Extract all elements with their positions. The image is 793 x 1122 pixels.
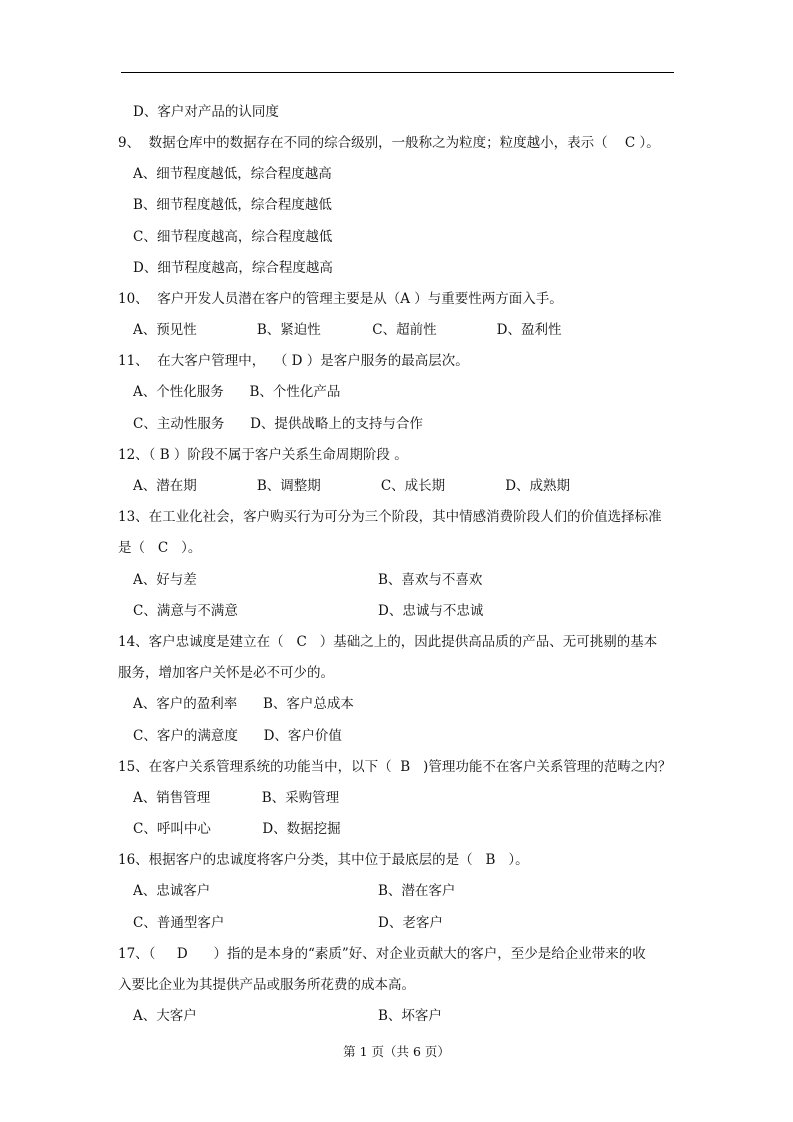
question-14: 14、客户忠诚度是建立在（ C ）基础之上的，因此提供高品质的产品、无可挑剔的基本 [118,634,658,650]
option-17a: A、大客户 [133,1008,197,1024]
option-9b: B、细节程度越低，综合程度越低 [133,197,332,213]
options-15-row1: A、销售管理 B、采购管理 [133,790,340,806]
option-13d: D、忠诚与不忠诚 [378,603,484,619]
option-13c: C、满意与不满意 [133,603,238,619]
option-16b: B、潜在客户 [378,883,456,899]
question-15: 15、在客户关系管理系统的功能当中，以下（ B )管理功能不在客户关系管理的范畴之内？ [118,759,672,775]
option-16c: C、普通型客户 [133,915,225,931]
option-13a: A、好与差 [133,572,197,588]
options-11-row2: C、主动性服务 D、提供战略上的支持与合作 [133,416,423,432]
option-d-8: D、客户对产品的认同度 [133,104,279,120]
question-17: 17、（ D ）指的是本身的“素质”好、对企业贡献大的客户，至少是给企业带来的收 [118,946,646,962]
options-14-row1: A、客户的盈利率 B、客户总成本 [133,696,354,712]
option-16a: A、忠诚客户 [133,883,211,899]
options-14-row2: C、客户的满意度 D、客户价值 [133,728,342,744]
question-12: 12、（ B ）阶段不属于客户关系生命周期阶段 。 [118,447,408,463]
question-17-cont: 入要比企业为其提供产品或服务所花费的成本高。 [118,977,415,993]
option-9d: D、细节程度越高，综合程度越高 [133,260,333,276]
question-16: 16、根据客户的忠诚度将客户分类，其中位于最底层的是（ B ）。 [118,852,529,868]
page-footer: 第 1 页（共 6 页） [343,1044,450,1059]
question-10: 10、 客户开发人员潜在客户的管理主要是从（A ）与重要性两方面入手。 [118,291,563,307]
option-9a: A、细节程度越低，综合程度越高 [133,166,332,182]
question-14-cont: 服务，增加客户关怀是必不可少的。 [118,665,334,681]
options-12: A、潜在期 B、调整期 C、成长期 D、成熟期 [133,478,571,494]
question-13: 13、在工业化社会，客户购买行为可分为三个阶段，其中情感消费阶段人们的价值选择标准 [118,509,662,525]
header-rule [121,72,674,73]
option-13b: B、喜欢与不喜欢 [378,572,483,588]
question-11: 11、 在大客户管理中， （ D ）是客户服务的最高层次。 [118,353,469,369]
option-17b: B、坏客户 [378,1008,442,1024]
question-13-cont: 是（ C ）。 [118,540,202,556]
options-10: A、预见性 B、紧迫性 C、超前性 D、盈利性 [133,322,562,338]
options-15-row2: C、呼叫中心 D、数据挖掘 [133,821,341,837]
option-9c: C、细节程度越高，综合程度越低 [133,229,333,245]
options-11-row1: A、个性化服务 B、个性化产品 [133,384,341,400]
option-16d: D、老客户 [378,915,443,931]
question-9: 9、 数据仓库中的数据存在不同的综合级别，一般称之为粒度；粒度越小，表示（ C ）。 [118,135,660,151]
